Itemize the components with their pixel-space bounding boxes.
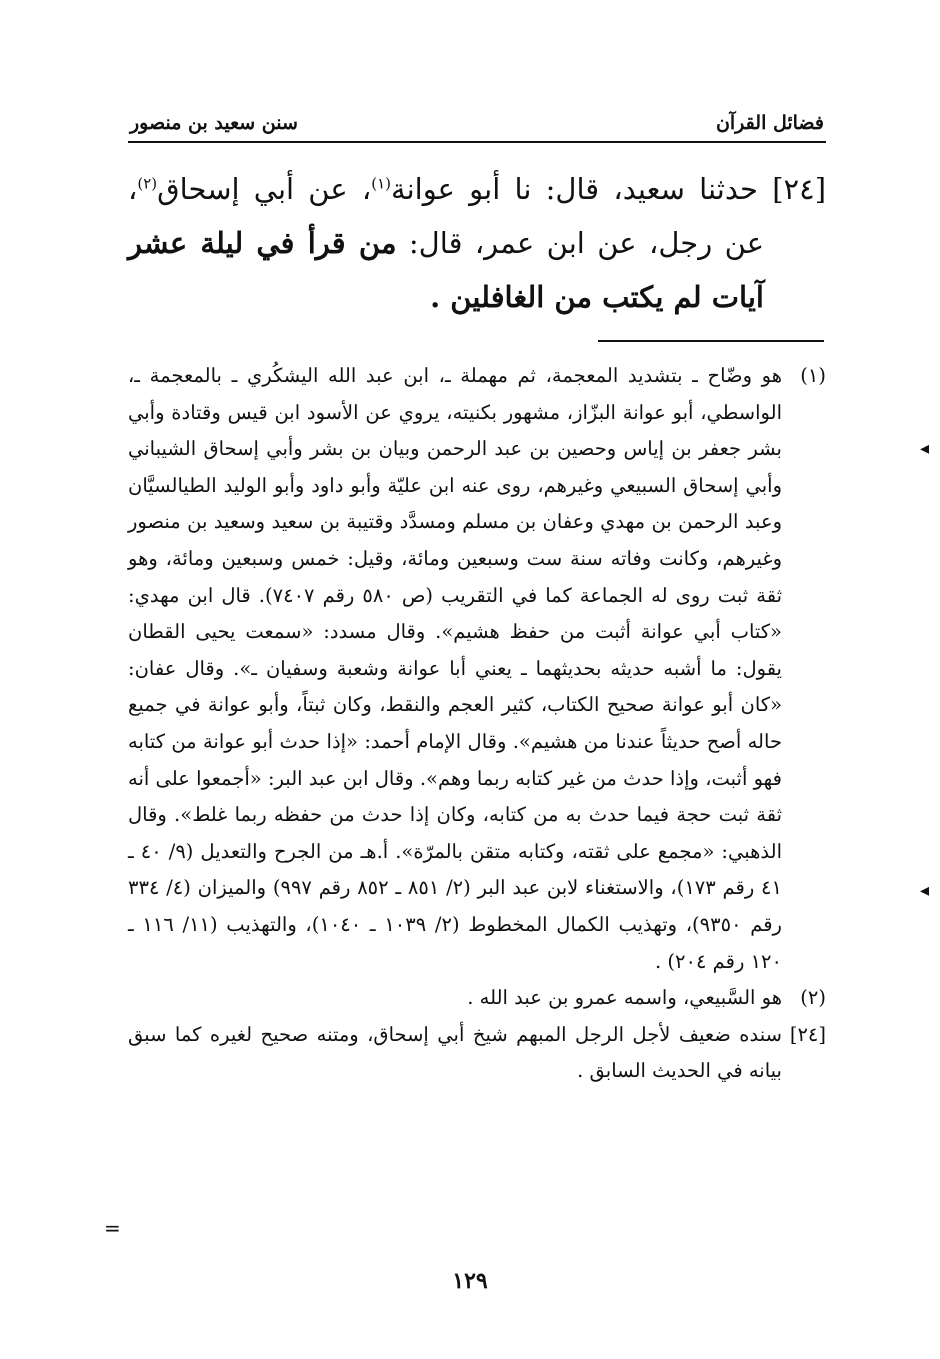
footnote-number: [٢٤] — [789, 1022, 826, 1046]
footnote-text: سنده ضعيف لأجل الرجل المبهم شيخ أبي إسحاق، ومتنه صحيح لغيره كما سبق بيانه في الحديث السابق . — [128, 1022, 782, 1083]
hadith-paragraph — [128, 162, 826, 324]
page-number: ١٢٩ — [452, 1268, 488, 1294]
margin-equals-mark: = — [104, 1216, 121, 1240]
footnote-text: هو وضّاح ـ بتشديد المعجمة، ثم مهملة ـ، ابن عبد الله اليشكُري ـ بالمعجمة ـ، الواسطي، أبو عوانة البزّاز، مشهور بكنيته، يروي عن الأسود ابن قيس وقتادة وأبي بشر جعفر بن إياس وحصين بن عبد الرحمن وبيان بن بشر وأبي إسحاق الشيباني وأبي إسحاق السبيعي وغيرهم، روى عنه ابن عليّة وأبو داود وأبو الوليد الطيالسيَّان وعبد الرحمن بن مهدي وعفان بن مسلم ومسدَّد وقتيبة بن سعيد وسعيد بن منصور وغيرهم، وكانت وفاته سنة ست وسبعين ومائة، وقيل: خمس وسبعين ومائة، وهو ثقة ثبت روى له الجماعة كما في التقريب (ص ٥٨٠ رقم ٧٤٠٧). قال ابن مهدي: «كتاب أبي عوانة أثبت من حفظ هشيم». وقال مسدد: «سمعت يحيى القطان يقول: ما أشبه حديثه بحديثهما ـ يعني أبا عوانة وشعبة وسفيان ـ». وقال عفان: «كان أبو عوانة صحيح الكتاب، كثير العجم والنقط، وكان ثبتاً، وأبو عوانة في جميع حاله أصح حديثاً عندنا من هشيم». وقال الإمام أحمد: «إذا حدث أبو عوانة من كتابه فهو أثبت، وإذا حدث من غير كتابه ربما وهم». وقال ابن عبد البر: «أجمعوا على أنه ثقة ثبت حجة فيما حدث به من كتابه، وكان إذا حدث من حفظه ربما غلط». وقال الذهبي: «مجمع على ثقته، وكتابه متقن بالمرّة». أ.هـ من الجرح والتعديل (٩/ ٤٠ ـ ٤١ رقم ١٧٣)، والاستغناء لابن عبد البر (٢/ ٨٥١ ـ ٨٥٢ رقم ٩٩٧) والميزان (٤/ ٣٣٤ رقم ٩٣٥٠)، وتهذيب الكمال المخطوط (٢/ ١٠٣٩ ـ ١٠٤٠)، والتهذيب (١١/ ١١٦ ـ ١٢٠ رقم ٢٠٤) . — [128, 364, 782, 973]
footnote-item — [128, 980, 826, 1017]
footnotes-section — [128, 358, 826, 1090]
hadith-chain-part-2: ، عن أبي إسحاق — [157, 172, 372, 206]
margin-bullet-icon: ◂ — [920, 438, 930, 459]
footnote-number: (١) — [800, 364, 826, 387]
footnote-divider — [598, 340, 824, 342]
footnote-number: (٢) — [800, 986, 826, 1010]
margin-bullet-icon: ◂ — [920, 880, 930, 901]
hadith-matn: من قرأ في ليلة عشر آيات لم يكتب من الغافلين . — [128, 226, 764, 314]
hadith-text — [128, 162, 826, 324]
hadith-number: [٢٤] — [772, 172, 827, 206]
footnote-ref-2: (٢) — [137, 174, 158, 193]
hadith-chain-part-3: ، عن رجل، عن ابن عمر، قال: — [128, 172, 764, 260]
header-book-title: سنن سعيد بن منصور — [130, 112, 298, 134]
footnote-ref-1: (١) — [371, 174, 392, 193]
header-book-section: فضائل القرآن — [715, 112, 824, 134]
footnote-item — [128, 358, 826, 980]
footnote-text: هو السَّبيعي، واسمه عمرو بن عبد الله . — [467, 986, 782, 1010]
hadith-chain-part-1: حدثنا سعيد، قال: نا أبو عوانة — [391, 172, 758, 206]
footnote-item — [128, 1017, 826, 1090]
header-divider — [128, 141, 826, 143]
running-header — [130, 94, 824, 134]
